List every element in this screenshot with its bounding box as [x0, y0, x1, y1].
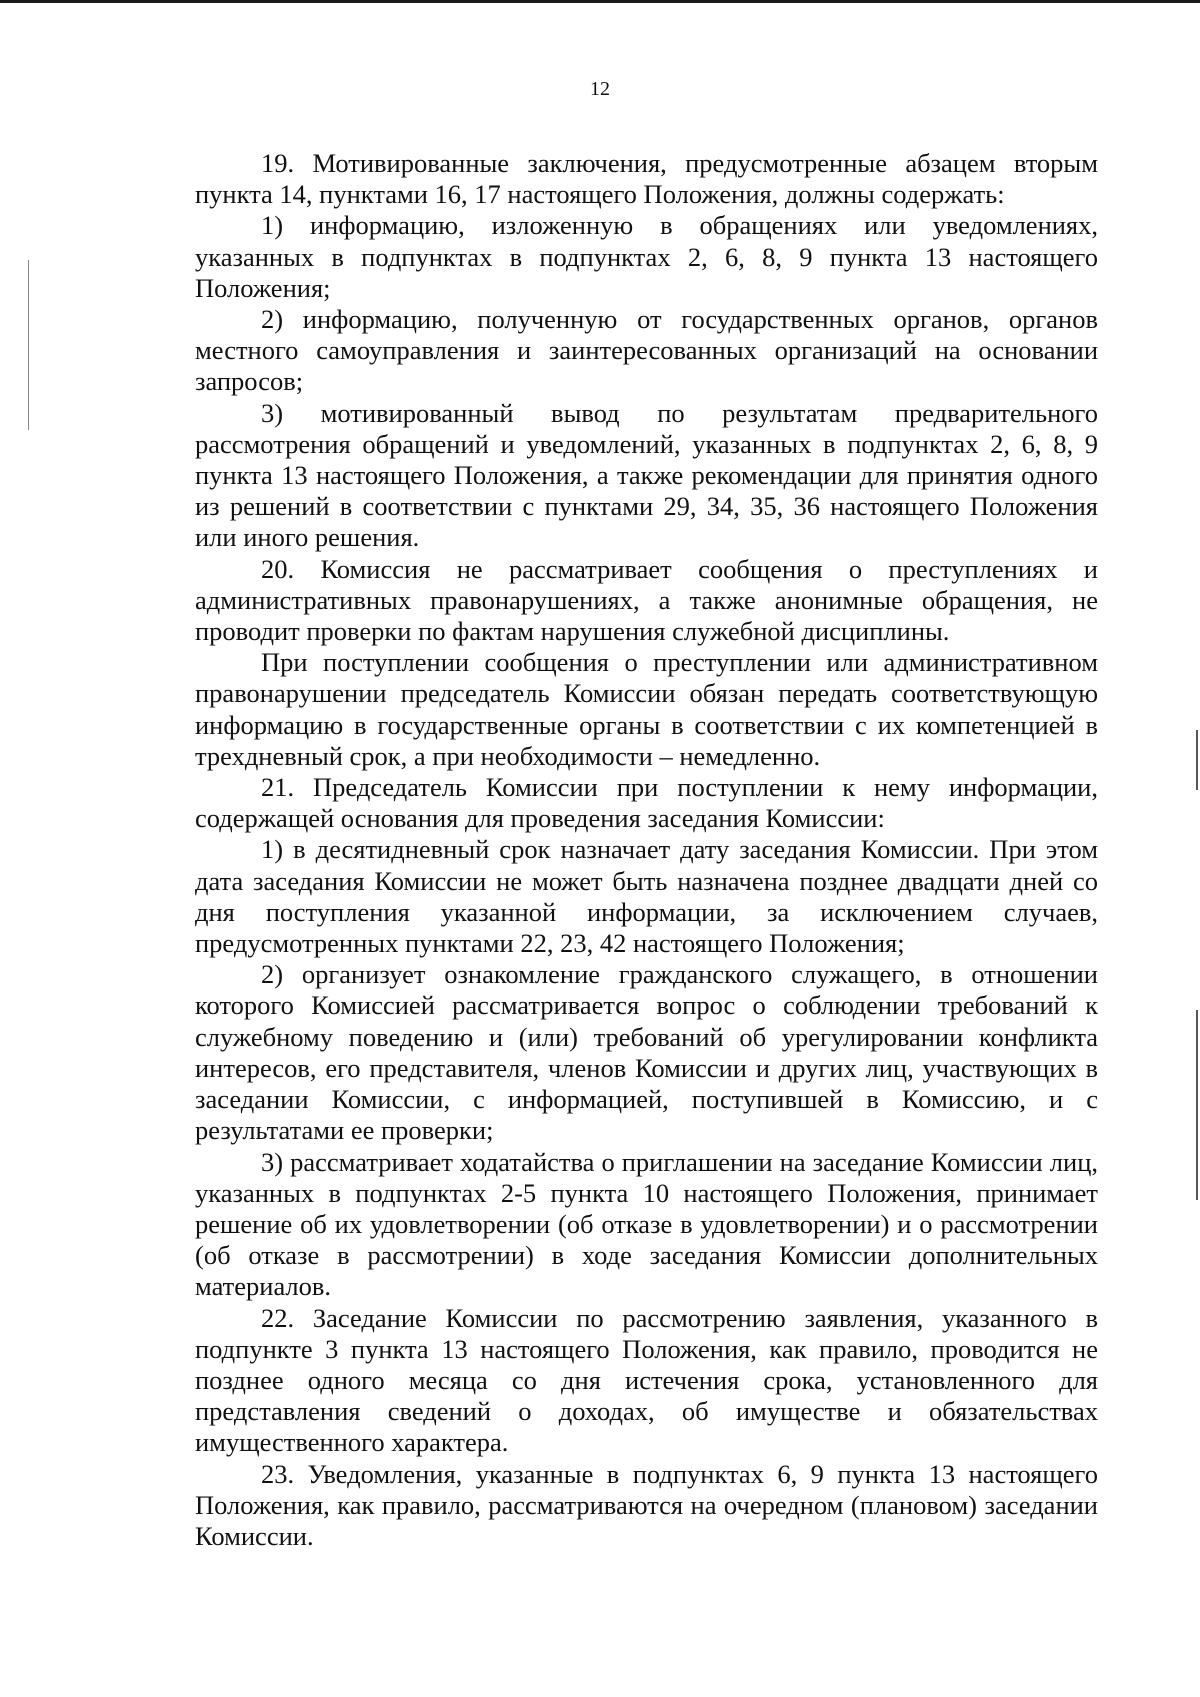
paragraph-21: 21. Председатель Комиссии при поступлении к нему информации, содержащей основания для проведения заседания Комиссии: [195, 772, 1098, 834]
scan-edge-mark [28, 260, 29, 430]
paragraph-19-item-2: 2) информацию, полученную от государственных органов, органов местного самоуправления и заинтересованных организаций на основании запросов; [195, 304, 1098, 397]
paragraph-21-item-3: 3) рассматривает ходатайства о приглашении на заседание Комиссии лиц, указанных в подпунктах 2-5 пункта 10 настоящего Положения, принимает решение об их удовлетворении (об отказе в удовлетворении) и о рассмотрении (об отказе в рассмотрении) в ходе заседания Комиссии дополнительных материалов. [195, 1146, 1098, 1302]
document-body [195, 148, 1098, 1552]
paragraph-20-continuation: При поступлении сообщения о преступлении или административном правонарушении председатель Комиссии обязан передать соответствующую информацию в государственные органы в соответствии с их компетенцией в трехдневный срок, а при необходимости – немедленно. [195, 647, 1098, 771]
page-number: 12 [590, 78, 610, 100]
paragraph-22: 22. Заседание Комиссии по рассмотрению заявления, указанного в подпункте 3 пункта 13 настоящего Положения, как правило, проводится не позднее одного месяца со дня истечения срока, установленного для представления сведений о доходах, об имуществе и обязательствах имущественного характера. [195, 1302, 1098, 1458]
scan-edge-mark [1196, 1010, 1198, 1200]
paragraph-23: 23. Уведомления, указанные в подпунктах 6, 9 пункта 13 настоящего Положения, как правило, рассматриваются на очередном (плановом) заседании Комиссии. [195, 1458, 1098, 1551]
paragraph-21-item-1: 1) в десятидневный срок назначает дату заседания Комиссии. При этом дата заседания Комиссии не может быть назначена позднее двадцати дней со дня поступления указанной информации, за исключением случаев, предусмотренных пунктами 22, 23, 42 настоящего Положения; [195, 834, 1098, 959]
paragraph-21-item-2: 2) организует ознакомление гражданского служащего, в отношении которого Комиссией рассматривается вопрос о соблюдении требований к служебному поведению и (или) требований об урегулировании конфликта интересов, его представителя, членов Комиссии и других лиц, участвующих в заседании Комиссии, с информацией, поступившей в Комиссию, и с результатами ее проверки; [195, 959, 1098, 1146]
scan-edge-mark [1196, 730, 1198, 790]
scan-top-border [0, 0, 1200, 3]
paragraph-19-item-1: 1) информацию, изложенную в обращениях или уведомлениях, указанных в подпунктах в подпунктах 2, 6, 8, 9 пункта 13 настоящего Положения; [195, 210, 1098, 303]
paragraph-19: 19. Мотивированные заключения, предусмотренные абзацем вторым пункта 14, пунктами 16, 17 настоящего Положения, должны содержать: [195, 148, 1098, 210]
paragraph-19-item-3: 3) мотивированный вывод по результатам предварительного рассмотрения обращений и уведомлений, указанных в подпунктах 2, 6, 8, 9 пункта 13 настоящего Положения, а также рекомендации для принятия одного из решений в соответствии с пунктами 29, 34, 35, 36 настоящего Положения или иного решения. [195, 397, 1098, 553]
paragraph-20: 20. Комиссия не рассматривает сообщения о преступлениях и административных правонарушениях, а также анонимные обращения, не проводит проверки по фактам нарушения служебной дисциплины. [195, 553, 1098, 647]
